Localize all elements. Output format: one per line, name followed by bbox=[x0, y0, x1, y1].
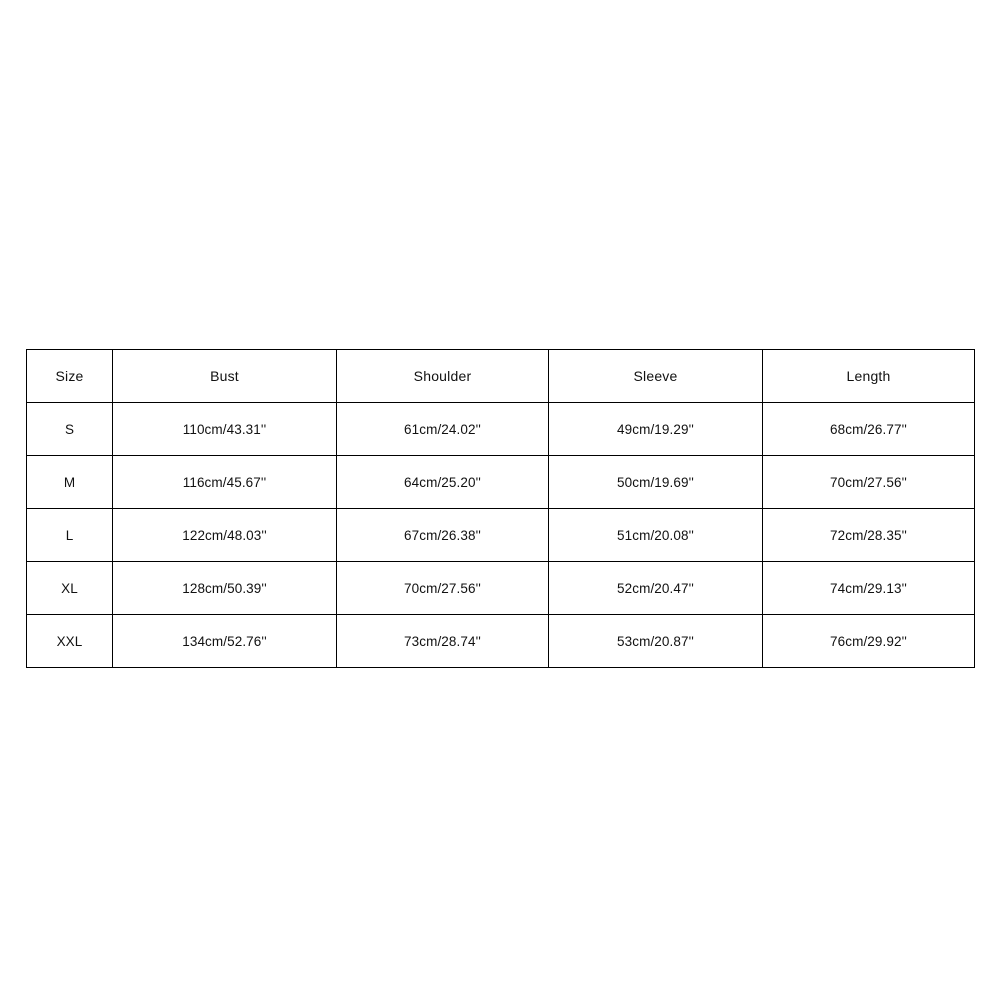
table-row bbox=[27, 509, 975, 562]
table-row bbox=[27, 403, 975, 456]
table-row bbox=[27, 615, 975, 668]
cell-sleeve: 49cm/19.29'' bbox=[549, 403, 763, 456]
column-header-bust: Bust bbox=[113, 350, 337, 403]
cell-shoulder: 73cm/28.74'' bbox=[337, 615, 549, 668]
cell-bust: 116cm/45.67'' bbox=[113, 456, 337, 509]
cell-length: 72cm/28.35'' bbox=[763, 509, 975, 562]
cell-size: S bbox=[27, 403, 113, 456]
cell-bust: 122cm/48.03'' bbox=[113, 509, 337, 562]
cell-sleeve: 50cm/19.69'' bbox=[549, 456, 763, 509]
column-header-sleeve: Sleeve bbox=[549, 350, 763, 403]
table-header bbox=[27, 350, 975, 403]
table-body bbox=[27, 403, 975, 668]
cell-shoulder: 61cm/24.02'' bbox=[337, 403, 549, 456]
size-chart-table bbox=[26, 349, 975, 668]
cell-shoulder: 64cm/25.20'' bbox=[337, 456, 549, 509]
table-row bbox=[27, 562, 975, 615]
cell-length: 74cm/29.13'' bbox=[763, 562, 975, 615]
size-chart-container bbox=[26, 349, 974, 668]
cell-size: XXL bbox=[27, 615, 113, 668]
cell-bust: 128cm/50.39'' bbox=[113, 562, 337, 615]
cell-length: 70cm/27.56'' bbox=[763, 456, 975, 509]
cell-length: 68cm/26.77'' bbox=[763, 403, 975, 456]
cell-shoulder: 70cm/27.56'' bbox=[337, 562, 549, 615]
cell-size: L bbox=[27, 509, 113, 562]
cell-size: XL bbox=[27, 562, 113, 615]
cell-shoulder: 67cm/26.38'' bbox=[337, 509, 549, 562]
cell-sleeve: 53cm/20.87'' bbox=[549, 615, 763, 668]
column-header-length: Length bbox=[763, 350, 975, 403]
column-header-shoulder: Shoulder bbox=[337, 350, 549, 403]
cell-bust: 134cm/52.76'' bbox=[113, 615, 337, 668]
cell-bust: 110cm/43.31'' bbox=[113, 403, 337, 456]
cell-size: M bbox=[27, 456, 113, 509]
table-header-row bbox=[27, 350, 975, 403]
cell-length: 76cm/29.92'' bbox=[763, 615, 975, 668]
table-row bbox=[27, 456, 975, 509]
column-header-size: Size bbox=[27, 350, 113, 403]
cell-sleeve: 51cm/20.08'' bbox=[549, 509, 763, 562]
cell-sleeve: 52cm/20.47'' bbox=[549, 562, 763, 615]
